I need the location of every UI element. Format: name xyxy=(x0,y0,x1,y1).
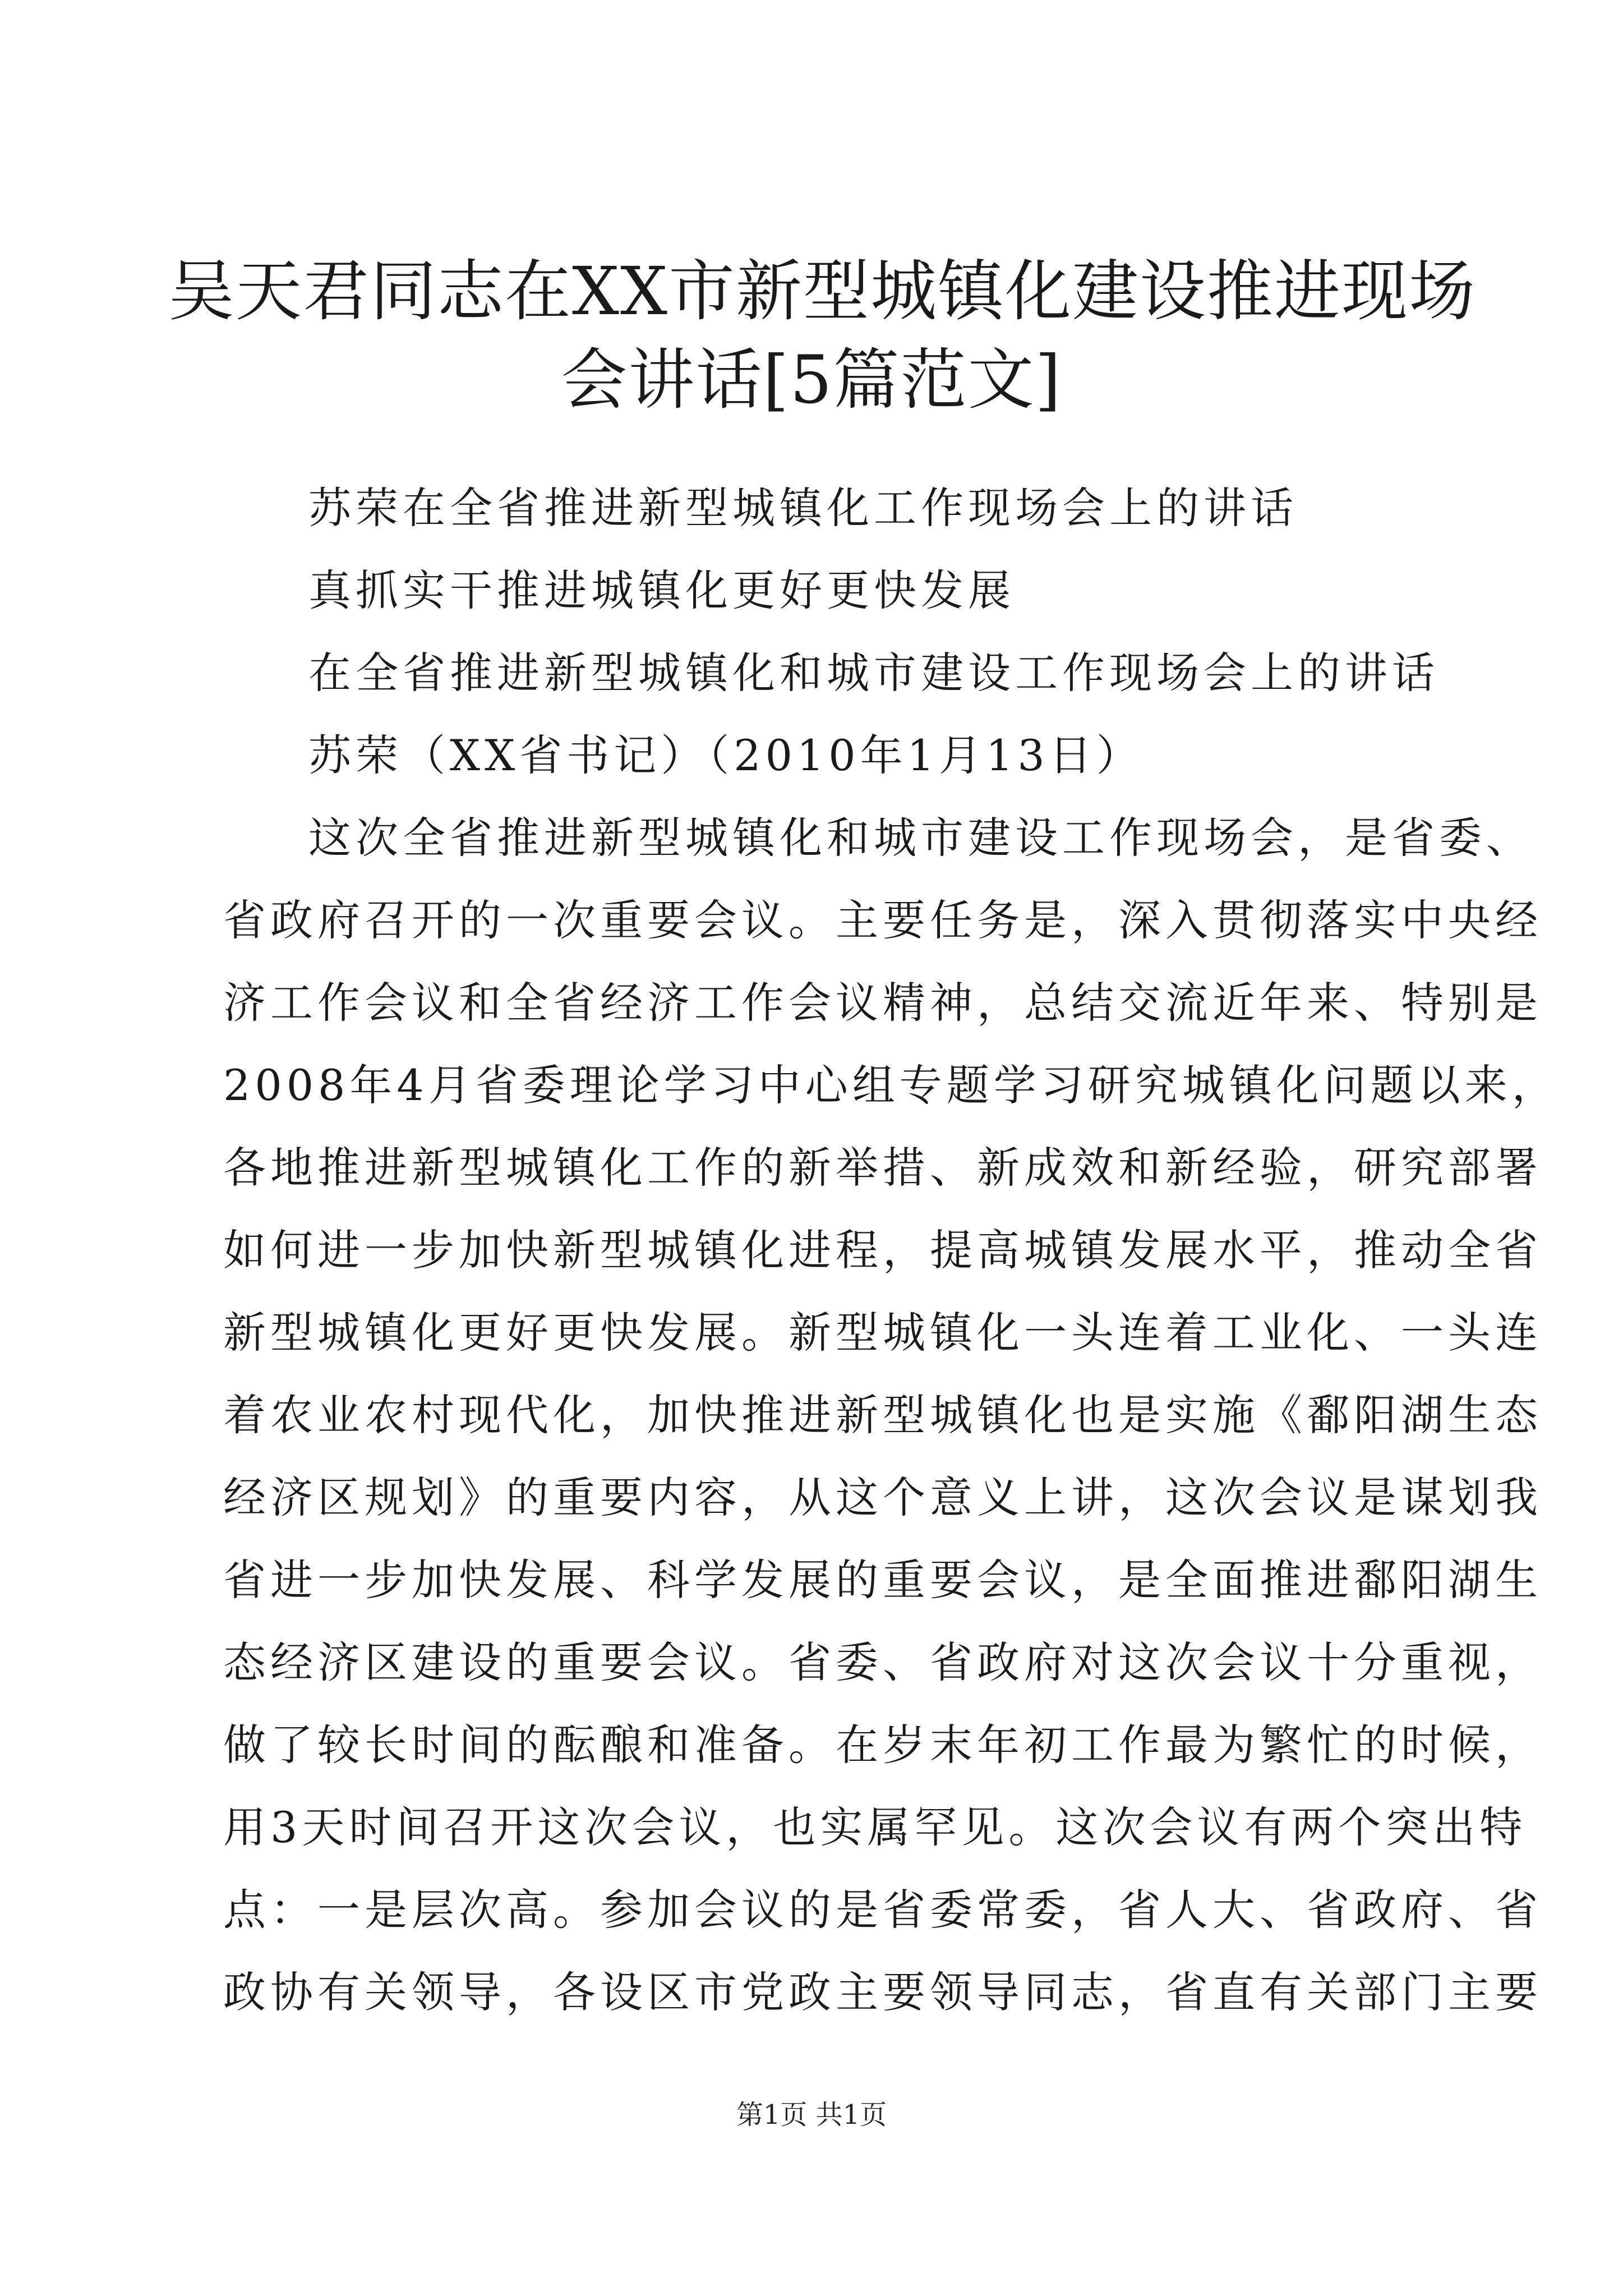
document-body xyxy=(223,467,1559,2033)
text-line: 省政府召开的一次重要会议。主要任务是，深入贯彻落实中央经 xyxy=(223,895,1542,945)
text-line: 各地推进新型城镇化工作的新举措、新成效和新经验，研究部署 xyxy=(223,1143,1542,1193)
text-line: 新型城镇化更好更快发展。新型城镇化一头连着工业化、一头连 xyxy=(223,1308,1542,1358)
text-line: 济工作会议和全省经济工作会议精神，总结交流近年来、特别是 xyxy=(223,978,1542,1028)
text-line: 这次全省推进新型城镇化和城市建设工作现场会，是省委、 xyxy=(308,813,1533,863)
text-line: 点：一是层次高。参加会议的是省委常委，省人大、省政府、省 xyxy=(223,1885,1542,1935)
document-title xyxy=(168,247,1477,424)
text-line: 态经济区建设的重要会议。省委、省政府对这次会议十分重视， xyxy=(223,1637,1542,1687)
text-line: 如何进一步加快新型城镇化进程，提高城镇发展水平，推动全省 xyxy=(223,1225,1542,1275)
text-line: 用3天时间召开这次会议，也实属罕见。这次会议有两个突出特 xyxy=(223,1802,1527,1852)
text-line: 政协有关领导，各设区市党政主要领导同志，省直有关部门主要 xyxy=(223,1967,1542,2017)
text-line: 着农业农村现代化，加快推进新型城镇化也是实施《鄱阳湖生态 xyxy=(223,1390,1542,1440)
text-line: 真抓实干推进城镇化更好更快发展 xyxy=(308,565,1015,615)
page-footer: 第1页 共1页 xyxy=(736,2099,887,2131)
text-line: 2008年4月省委理论学习中心组专题学习研究城镇化问题以来， xyxy=(223,1060,1559,1110)
text-line: 苏荣（XX省书记）（2010年1月13日） xyxy=(308,730,1144,780)
title-line-2: 会讲话[5篇范文] xyxy=(561,341,1062,418)
text-line: 在全省推进新型城镇化和城市建设工作现场会上的讲话 xyxy=(308,648,1439,698)
title-line-1: 吴天君同志在XX市新型城镇化建设推进现场 xyxy=(168,252,1477,330)
text-line: 苏荣在全省推进新型城镇化工作现场会上的讲话 xyxy=(308,483,1298,533)
text-line: 做了较长时间的酝酿和准备。在岁末年初工作最为繁忙的时候， xyxy=(223,1720,1542,1770)
text-line: 经济区规划》的重要内容，从这个意义上讲，这次会议是谋划我 xyxy=(223,1473,1542,1522)
text-line: 省进一步加快发展、科学发展的重要会议，是全面推进鄱阳湖生 xyxy=(223,1555,1542,1605)
